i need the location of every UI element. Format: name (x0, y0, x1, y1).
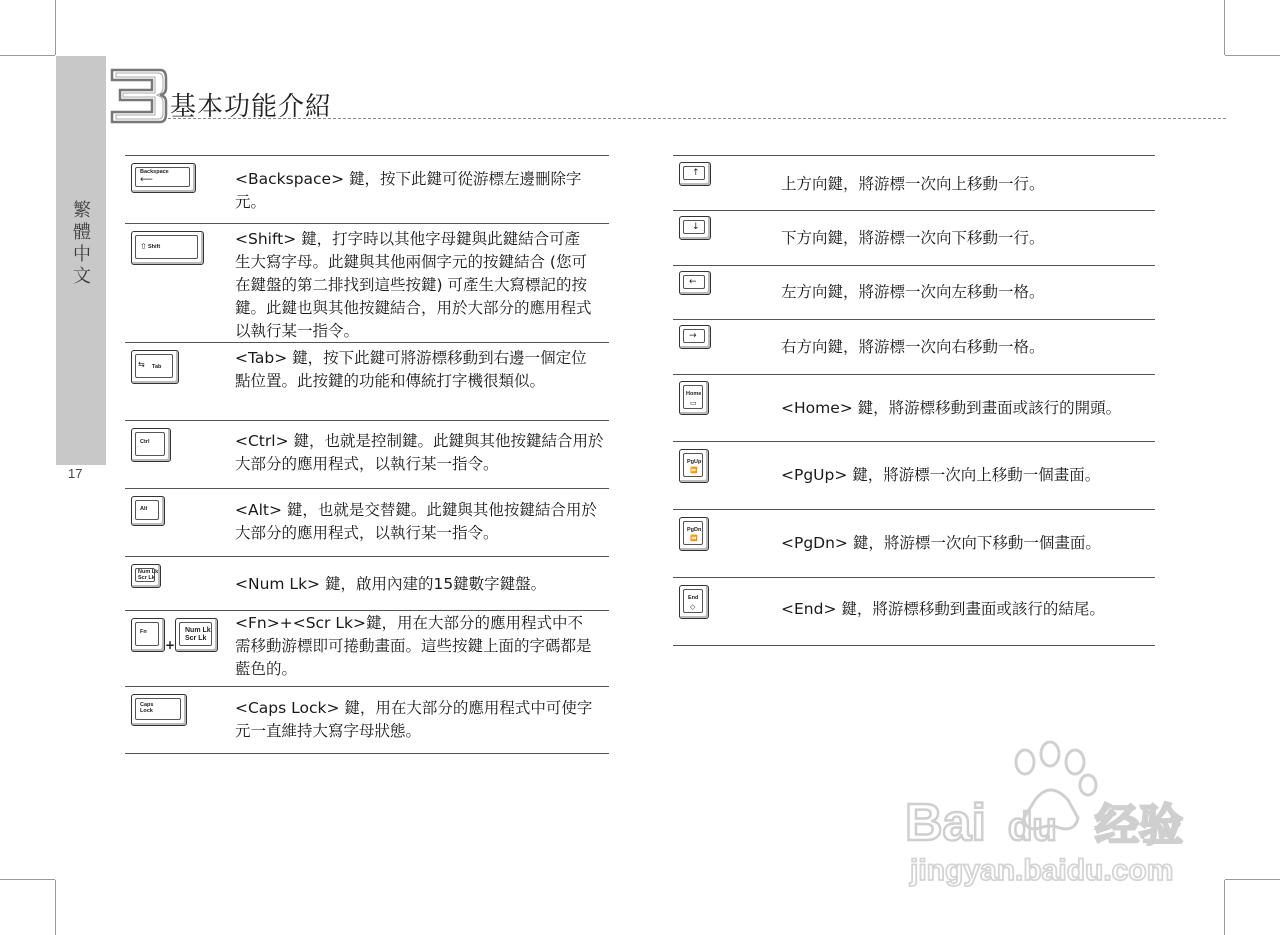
arrow-right-key-icon: → (679, 325, 711, 349)
divider (125, 155, 609, 156)
backspace-description: <Backspace> 鍵，按下此鍵可從游標左邊刪除字元。 (235, 170, 582, 211)
language-char: 文 (73, 266, 91, 287)
shift-key-icon: ⇧ Shift (131, 231, 204, 265)
divider (125, 488, 609, 489)
divider (673, 441, 1155, 442)
tab-description: <Tab> 鍵，按下此鍵可將游標移動到右邊一個定位點位置。此按鍵的功能和傳統打字機很類似。 (235, 349, 587, 390)
divider (673, 509, 1155, 510)
ctrl-description: <Ctrl> 鍵，也就是控制鍵。此鍵與其他按鍵結合用於大部分的應用程式，以執行某一指令。 (235, 432, 604, 473)
arrow-up-key-icon: ↑ (679, 162, 711, 186)
num-lock-description: <Num Lk> 鍵，啟用內建的15鍵數字鍵盤。 (235, 575, 547, 593)
tab-key-icon: ⇆ Tab (131, 350, 179, 384)
crop-mark (1224, 0, 1225, 55)
baidu-watermark-logo (900, 740, 1210, 890)
svg-text:jingyan.baidu.com: jingyan.baidu.com (910, 854, 1174, 887)
divider (673, 265, 1155, 266)
divider (125, 610, 609, 611)
arrow-left-description: 左方向鍵，將游標一次向左移動一格。 (781, 283, 1045, 301)
header-rule (168, 118, 1226, 119)
scroll-lock-key-icon: Num Lk Scr Lk (175, 618, 218, 652)
end-key-icon: End ◇ (679, 585, 709, 619)
divider (673, 319, 1155, 320)
page-down-description: <PgDn> 鍵，將游標一次向下移動一個畫面。 (781, 534, 1101, 552)
divider (125, 420, 609, 421)
caps-lock-description: <Caps Lock> 鍵，用在大部分的應用程式中可使字元一直維持大寫字母狀態。 (235, 699, 593, 740)
language-char: 繁 (73, 200, 91, 221)
divider (673, 210, 1155, 211)
alt-key-icon: Alt (131, 496, 165, 526)
page-down-key-icon: PgDn ⏪ (679, 517, 709, 551)
plus-icon: + (165, 638, 176, 652)
page-up-description: <PgUp> 鍵，將游標一次向上移動一個畫面。 (781, 466, 1101, 484)
arrow-up-description: 上方向鍵，將游標一次向上移動一行。 (781, 175, 1045, 193)
crop-mark (0, 879, 55, 880)
page-number: 17 (68, 466, 83, 481)
svg-text:du: du (1008, 805, 1057, 849)
crop-mark (1224, 880, 1225, 935)
arrow-right-description: 右方向鍵，將游標一次向右移動一格。 (781, 338, 1045, 356)
crop-mark (55, 0, 56, 55)
caps-lock-key-icon: Caps Lock (131, 694, 187, 726)
divider (125, 556, 609, 557)
crop-mark (1225, 55, 1280, 56)
arrow-down-description: 下方向鍵，將游標一次向下移動一行。 (781, 229, 1045, 247)
backspace-key-icon: Backspace ⟵ (131, 163, 196, 193)
arrow-down-key-icon: ↓ (679, 216, 711, 240)
divider (673, 155, 1155, 156)
home-description: <Home> 鍵，將游標移動到畫面或該行的開頭。 (781, 399, 1122, 417)
crop-mark (0, 55, 55, 56)
chapter-number-graphic (108, 64, 170, 126)
shift-description: <Shift> 鍵，打字時以其他字母鍵與此鍵結合可產生大寫字母。此鍵與其他兩個字元的按鍵結合 (您可在鍵盤的第二排找到這些按鍵) 可產生大寫標記的按鍵。此鍵也與其他按鍵結合，用於大部分的應用程式以執行某一指令。 (235, 230, 592, 340)
svg-text:经验: 经验 (1095, 800, 1183, 851)
chapter-title: 基本功能介紹 (170, 92, 333, 122)
end-description: <End> 鍵，將游標移動到畫面或該行的結尾。 (781, 600, 1105, 618)
divider (125, 686, 609, 687)
divider (125, 753, 609, 754)
language-char: 中 (73, 244, 91, 265)
divider (673, 577, 1155, 578)
num-lock-key-icon: Num Lk Scr Lk (131, 564, 161, 588)
alt-description: <Alt> 鍵，也就是交替鍵。此鍵與其他按鍵結合用於大部分的應用程式，以執行某一指令。 (235, 501, 597, 542)
home-key-icon: Home ▭ (679, 381, 709, 415)
language-char: 體 (73, 222, 91, 243)
crop-mark (55, 880, 56, 935)
divider (673, 374, 1155, 375)
fn-key-icon: Fn (131, 618, 165, 652)
crop-mark (1225, 879, 1280, 880)
language-label (70, 200, 94, 288)
divider (125, 223, 609, 224)
page-up-key-icon: PgUp ⏩ (679, 449, 709, 483)
fn-scroll-lock-description: <Fn>+<Scr Lk>鍵，用在大部分的應用程式中不需移動游標即可捲動畫面。這些按鍵上面的字碼都是藍色的。 (235, 614, 592, 678)
ctrl-key-icon: Ctrl (131, 428, 171, 462)
svg-text:Bai: Bai (905, 794, 986, 852)
arrow-left-key-icon: ← (679, 271, 711, 295)
divider (673, 645, 1155, 646)
